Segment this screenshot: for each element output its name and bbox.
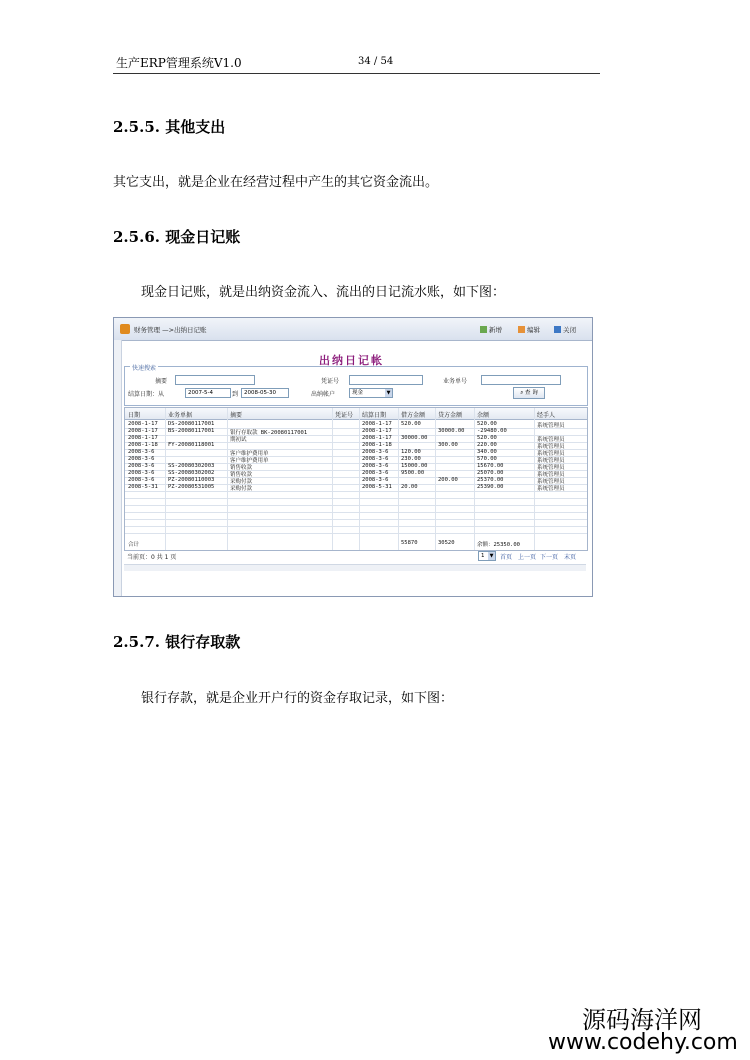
table-cell: 30000.00 (438, 428, 465, 434)
table-cell: PZ-20080531005 (168, 484, 215, 490)
chevron-down-icon: ▼ (489, 553, 494, 559)
column-header[interactable]: 余额 (477, 412, 490, 419)
table-cell: 2008-3-6 (128, 456, 155, 462)
voucher-label: 凭证号 (321, 378, 340, 385)
section-body-bank-deposit: 银行存款，就是企业开户行的资金存取记录，如下图： (141, 691, 454, 706)
table-cell: 25390.00 (477, 484, 504, 490)
table-cell: 系统管理员 (537, 458, 565, 464)
column-divider (165, 408, 166, 550)
section-heading-cash-journal: 2.5.6. 现金日记账 (113, 228, 241, 246)
voucher-input[interactable] (349, 375, 423, 385)
column-header[interactable]: 摘要 (230, 412, 243, 419)
table-cell: 期初试 (230, 437, 247, 443)
business-no-label: 业务单号 (443, 378, 468, 385)
app-logo-icon (120, 324, 130, 334)
table-cell: 25070.00 (477, 470, 504, 476)
table-cell: 系统管理员 (537, 444, 565, 450)
totals-row (125, 538, 587, 549)
table-cell: SS-20080302002 (168, 470, 215, 476)
table-cell: 9500.00 (401, 470, 425, 476)
summary-input[interactable] (175, 375, 255, 385)
close-button[interactable]: 关闭 (554, 325, 576, 334)
table-cell: 520.00 (477, 421, 497, 427)
section-body-other-expense: 其它支出，就是企业在经营过程中产生的其它资金流出。 (113, 175, 439, 190)
table-cell: PZ-20080110003 (168, 477, 215, 483)
table-cell: 2008-3-6 (128, 470, 155, 476)
table-cell: 25370.00 (477, 477, 504, 483)
page-number: 34 / 54 (358, 56, 394, 67)
table-cell: 2008-1-17 (128, 435, 158, 441)
window-titlebar (114, 318, 592, 341)
table-row[interactable] (125, 477, 587, 484)
column-header[interactable]: 经手人 (537, 412, 556, 419)
totals-credit: 30520 (438, 540, 455, 546)
next-page-link[interactable]: 下一页 (540, 554, 559, 561)
table-cell: 2008-1-18 (128, 442, 158, 448)
table-cell: 销售收款 (230, 465, 253, 471)
table-cell: 2008-1-17 (362, 428, 392, 434)
date-to-label: 到 (232, 391, 239, 398)
table-row[interactable] (125, 435, 587, 442)
table-cell: 570.00 (477, 456, 497, 462)
table-cell: SS-20080302003 (168, 463, 215, 469)
table-cell: 520.00 (477, 435, 497, 441)
report-title: 出纳日记帐 (319, 354, 384, 367)
table-row[interactable] (125, 428, 587, 435)
section-heading-bank-deposit: 2.5.7. 银行存取款 (113, 633, 241, 651)
totals-debit: 55870 (401, 540, 418, 546)
new-button[interactable]: 新增 (480, 325, 502, 334)
table-cell: 230.00 (401, 456, 421, 462)
column-header[interactable]: 借方金额 (401, 412, 426, 419)
cash-journal-screenshot (113, 317, 593, 597)
table-cell: 120.00 (401, 449, 421, 455)
column-divider (332, 408, 333, 550)
column-divider (398, 408, 399, 550)
table-cell: 销售收款 (230, 472, 253, 478)
table-cell: 2008-5-31 (362, 484, 392, 490)
prev-page-link[interactable]: 上一页 (518, 554, 537, 561)
account-label: 出纳帐户 (311, 391, 336, 398)
table-cell: 30000.00 (401, 435, 428, 441)
running-header-title: 生产ERP管理系统V1.0 (116, 56, 242, 70)
table-cell: 银行存取款 BK-20080117001 (230, 430, 308, 436)
table-cell: 客户维护费用单 (230, 451, 269, 457)
table-cell: 系统管理员 (537, 479, 565, 485)
page-info: 当前页：0 共 1 页 (127, 554, 177, 561)
table-cell: 采购付款 (230, 479, 253, 485)
column-header[interactable]: 贷方金额 (438, 412, 463, 419)
totals-label: 合计 (128, 542, 140, 548)
section-body-cash-journal: 现金日记账，就是出纳资金流入、流出的日记流水账，如下图： (141, 285, 506, 300)
table-cell: 15000.00 (401, 463, 428, 469)
row-divider (125, 505, 587, 506)
window-title: 财务管理 —>出纳日记账 (134, 326, 207, 334)
table-cell: 系统管理员 (537, 465, 565, 471)
column-divider (534, 408, 535, 550)
table-cell: 2008-3-6 (362, 477, 389, 483)
new-icon (480, 326, 487, 333)
quick-search-panel (124, 366, 588, 406)
date-to-input[interactable]: 2008-05-30 (241, 388, 289, 398)
table-cell: 2008-1-17 (362, 421, 392, 427)
table-row[interactable] (125, 470, 587, 477)
left-edge-bar (114, 340, 122, 596)
table-cell: 2008-3-6 (362, 463, 389, 469)
table-cell: -29480.00 (477, 428, 507, 434)
horizontal-scrollbar[interactable] (124, 564, 586, 571)
table-cell: DS-20080117001 (168, 421, 215, 427)
chevron-down-icon: ▼ (386, 390, 391, 396)
table-cell: 2008-1-17 (128, 428, 158, 434)
pager (124, 551, 586, 561)
column-divider (227, 408, 228, 550)
edit-button[interactable]: 编辑 (518, 325, 540, 334)
table-cell: 系统管理员 (537, 423, 565, 429)
table-cell: 2008-3-6 (362, 470, 389, 476)
table-cell: 2008-3-6 (362, 456, 389, 462)
page-select[interactable]: 1 ▼ (478, 551, 496, 561)
journal-grid (124, 407, 588, 551)
table-cell: 客户维护费用单 (230, 458, 269, 464)
search-icon: ⌕ (520, 390, 524, 396)
row-divider (125, 491, 587, 492)
table-cell: 系统管理员 (537, 486, 565, 492)
table-cell: BS-20080117001 (168, 428, 215, 434)
edit-icon (518, 326, 525, 333)
summary-label: 摘要 (155, 378, 168, 385)
quick-search-legend: 快速搜索 (132, 365, 157, 372)
section-heading-other-expense: 2.5.5. 其他支出 (113, 118, 226, 136)
table-cell: 2008-1-17 (128, 421, 158, 427)
table-cell: FY-20080118001 (168, 442, 215, 448)
business-no-input[interactable] (481, 375, 561, 385)
table-cell: 2008-3-6 (128, 449, 155, 455)
table-cell: 系统管理员 (537, 437, 565, 443)
row-divider (125, 498, 587, 499)
table-row[interactable] (125, 449, 587, 456)
column-header[interactable]: 凭证号 (335, 412, 354, 419)
column-divider (435, 408, 436, 550)
row-divider (125, 512, 587, 513)
grid-header (125, 408, 587, 420)
table-cell: 采购付款 (230, 486, 253, 492)
column-header[interactable]: 业务单据 (168, 412, 193, 419)
table-cell: 系统管理员 (537, 451, 565, 457)
table-cell: 340.00 (477, 449, 497, 455)
row-divider (125, 526, 587, 527)
table-cell: 200.00 (438, 477, 458, 483)
watermark-site-name: 源码海洋网 (582, 1006, 702, 1034)
row-divider (125, 533, 587, 534)
table-cell: 15670.00 (477, 463, 504, 469)
watermark-url: www.codehy.com (548, 1030, 738, 1055)
date-range-label: 结算日期：从 (128, 391, 165, 398)
table-cell: 520.00 (401, 421, 421, 427)
table-cell: 2008-5-31 (128, 484, 158, 490)
column-header[interactable]: 日期 (128, 412, 141, 419)
close-icon (554, 326, 561, 333)
table-cell: 2008-1-18 (362, 442, 392, 448)
table-cell: 2008-1-17 (362, 435, 392, 441)
totals-balance: 余额：25350.00 (477, 542, 520, 548)
table-row[interactable] (125, 456, 587, 463)
table-cell: 20.00 (401, 484, 418, 490)
first-page-link[interactable]: 首页 (500, 554, 513, 561)
header-rule (113, 73, 600, 74)
table-cell: 系统管理员 (537, 472, 565, 478)
table-row[interactable] (125, 442, 587, 449)
table-cell: 220.00 (477, 442, 497, 448)
column-divider (359, 408, 360, 550)
table-cell: 2008-3-6 (128, 463, 155, 469)
account-select[interactable]: 现金 ▼ (349, 388, 393, 398)
column-header[interactable]: 结算日期 (362, 412, 387, 419)
row-divider (125, 519, 587, 520)
table-row[interactable] (125, 484, 587, 491)
table-row[interactable] (125, 421, 587, 428)
table-cell: 2008-3-6 (362, 449, 389, 455)
date-from-input[interactable]: 2007-5-4 (185, 388, 231, 398)
last-page-link[interactable]: 末页 (564, 554, 577, 561)
column-divider (474, 408, 475, 550)
table-cell: 300.00 (438, 442, 458, 448)
table-cell: 2008-3-6 (128, 477, 155, 483)
search-button[interactable]: ⌕ 查 询 (513, 387, 545, 399)
table-row[interactable] (125, 463, 587, 470)
